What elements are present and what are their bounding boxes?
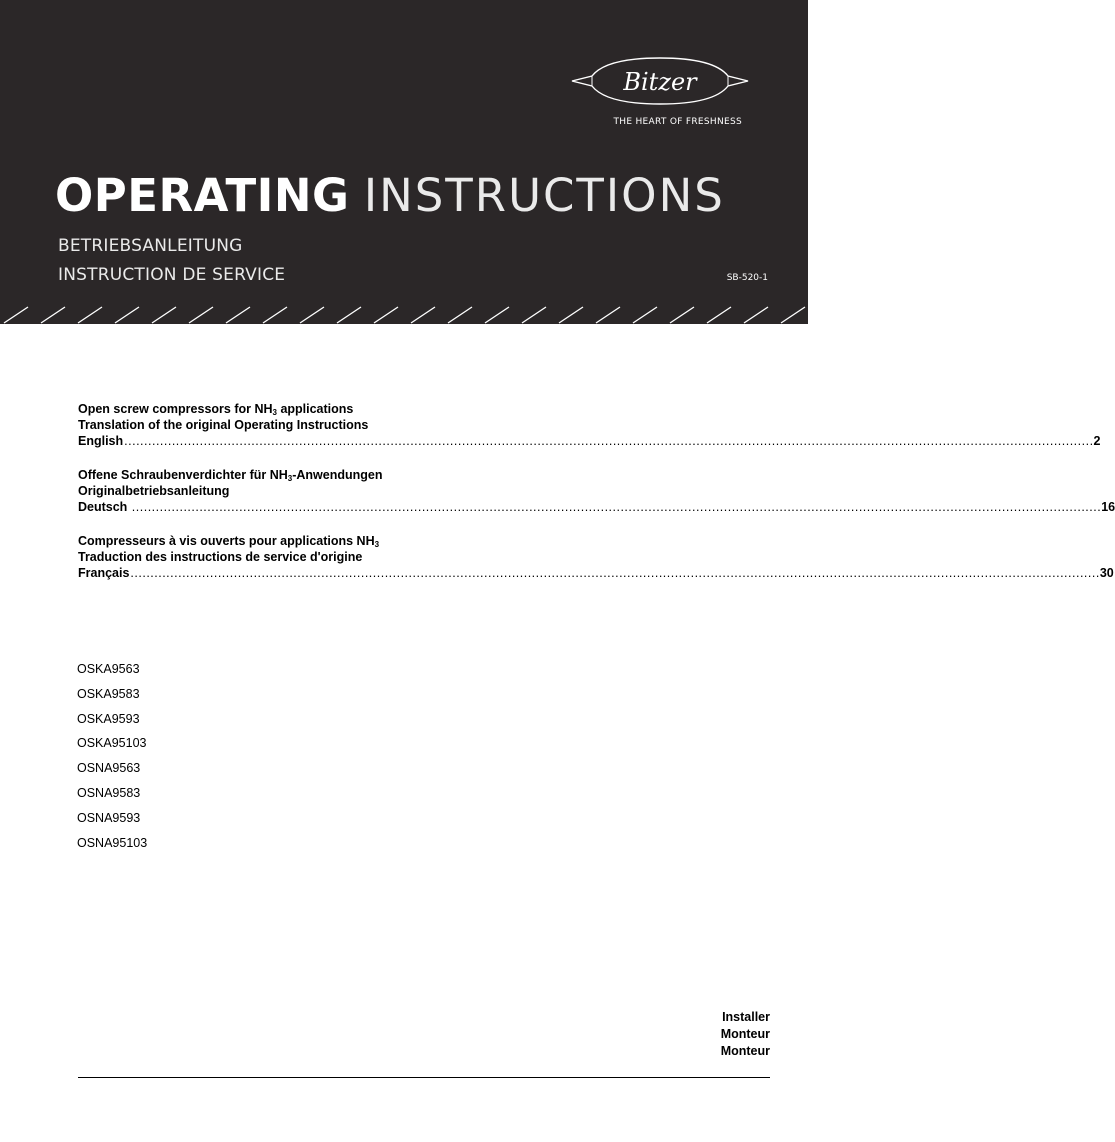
leader-dots: .................................................................................................................................................................................................................................................... xyxy=(124,434,1094,448)
toc-entry-french xyxy=(78,533,1114,581)
leader-dots: .................................................................................................................................................................................................................................................... xyxy=(131,500,1102,514)
toc-subtitle: Translation of the original Operating Instructions xyxy=(78,418,369,432)
toc-title: Offene Schraubenverdichter für $NH_3$-Anwendungen xyxy=(78,468,383,483)
audience-german: Monteur xyxy=(720,1027,770,1041)
toc-page: 16 xyxy=(1101,500,1115,514)
model-item: OSNA9563 xyxy=(77,761,141,776)
bitzer-logo xyxy=(570,50,750,112)
model-item: OSKA9563 xyxy=(77,662,140,676)
model-item: OSNA9583 xyxy=(77,785,141,800)
bottom-divider xyxy=(78,1077,770,1078)
toc-page: 2 xyxy=(1093,434,1101,448)
subtitle-french: INSTRUCTION DE SERVICE xyxy=(58,265,286,285)
toc-entry-english xyxy=(78,401,1101,449)
subtitle-german: BETRIEBSANLEITUNG xyxy=(58,236,243,256)
toc-row[interactable] xyxy=(78,433,1101,449)
toc-row[interactable] xyxy=(78,565,1114,581)
model-item: OSKA9583 xyxy=(77,686,140,701)
toc-entry-german xyxy=(78,467,1115,515)
toc-subtitle: Traduction des instructions de service d'origine xyxy=(78,550,363,564)
title-bold: OPERATING xyxy=(55,169,350,222)
cover-header xyxy=(0,0,808,306)
model-item: OSNA95103 xyxy=(77,835,148,850)
title-light: INSTRUCTIONS xyxy=(363,169,725,222)
toc-title: Compresseurs à vis ouverts pour applications $NH_3$ xyxy=(78,534,380,549)
target-audience xyxy=(721,1009,770,1060)
toc-subtitle: Originalbetriebsanleitung xyxy=(78,484,230,498)
leader-dots: .................................................................................................................................................................................................................................................... xyxy=(130,566,1100,580)
toc-title: Open screw compressors for $NH_3$ applications xyxy=(78,402,354,417)
toc-page: 30 xyxy=(1099,566,1114,580)
brand-tagline: THE HEART OF FRESHNESS xyxy=(613,117,742,127)
toc-language: English xyxy=(78,434,124,448)
audience-french: Monteur xyxy=(720,1044,770,1058)
document-title xyxy=(55,168,725,224)
audience-english: Installer xyxy=(722,1010,770,1024)
document-number: SB-520-1 xyxy=(726,273,768,283)
model-item: OSNA9593 xyxy=(77,810,141,825)
diagonal-stripe-band xyxy=(0,306,808,324)
toc-language: Deutsch xyxy=(78,500,131,514)
model-list xyxy=(77,661,147,859)
toc-language: Français xyxy=(78,566,130,580)
toc-row[interactable] xyxy=(78,499,1115,515)
model-item: OSKA9593 xyxy=(77,711,140,726)
model-item: OSKA95103 xyxy=(77,736,147,751)
logo-wordmark: Bitzer xyxy=(623,68,697,96)
